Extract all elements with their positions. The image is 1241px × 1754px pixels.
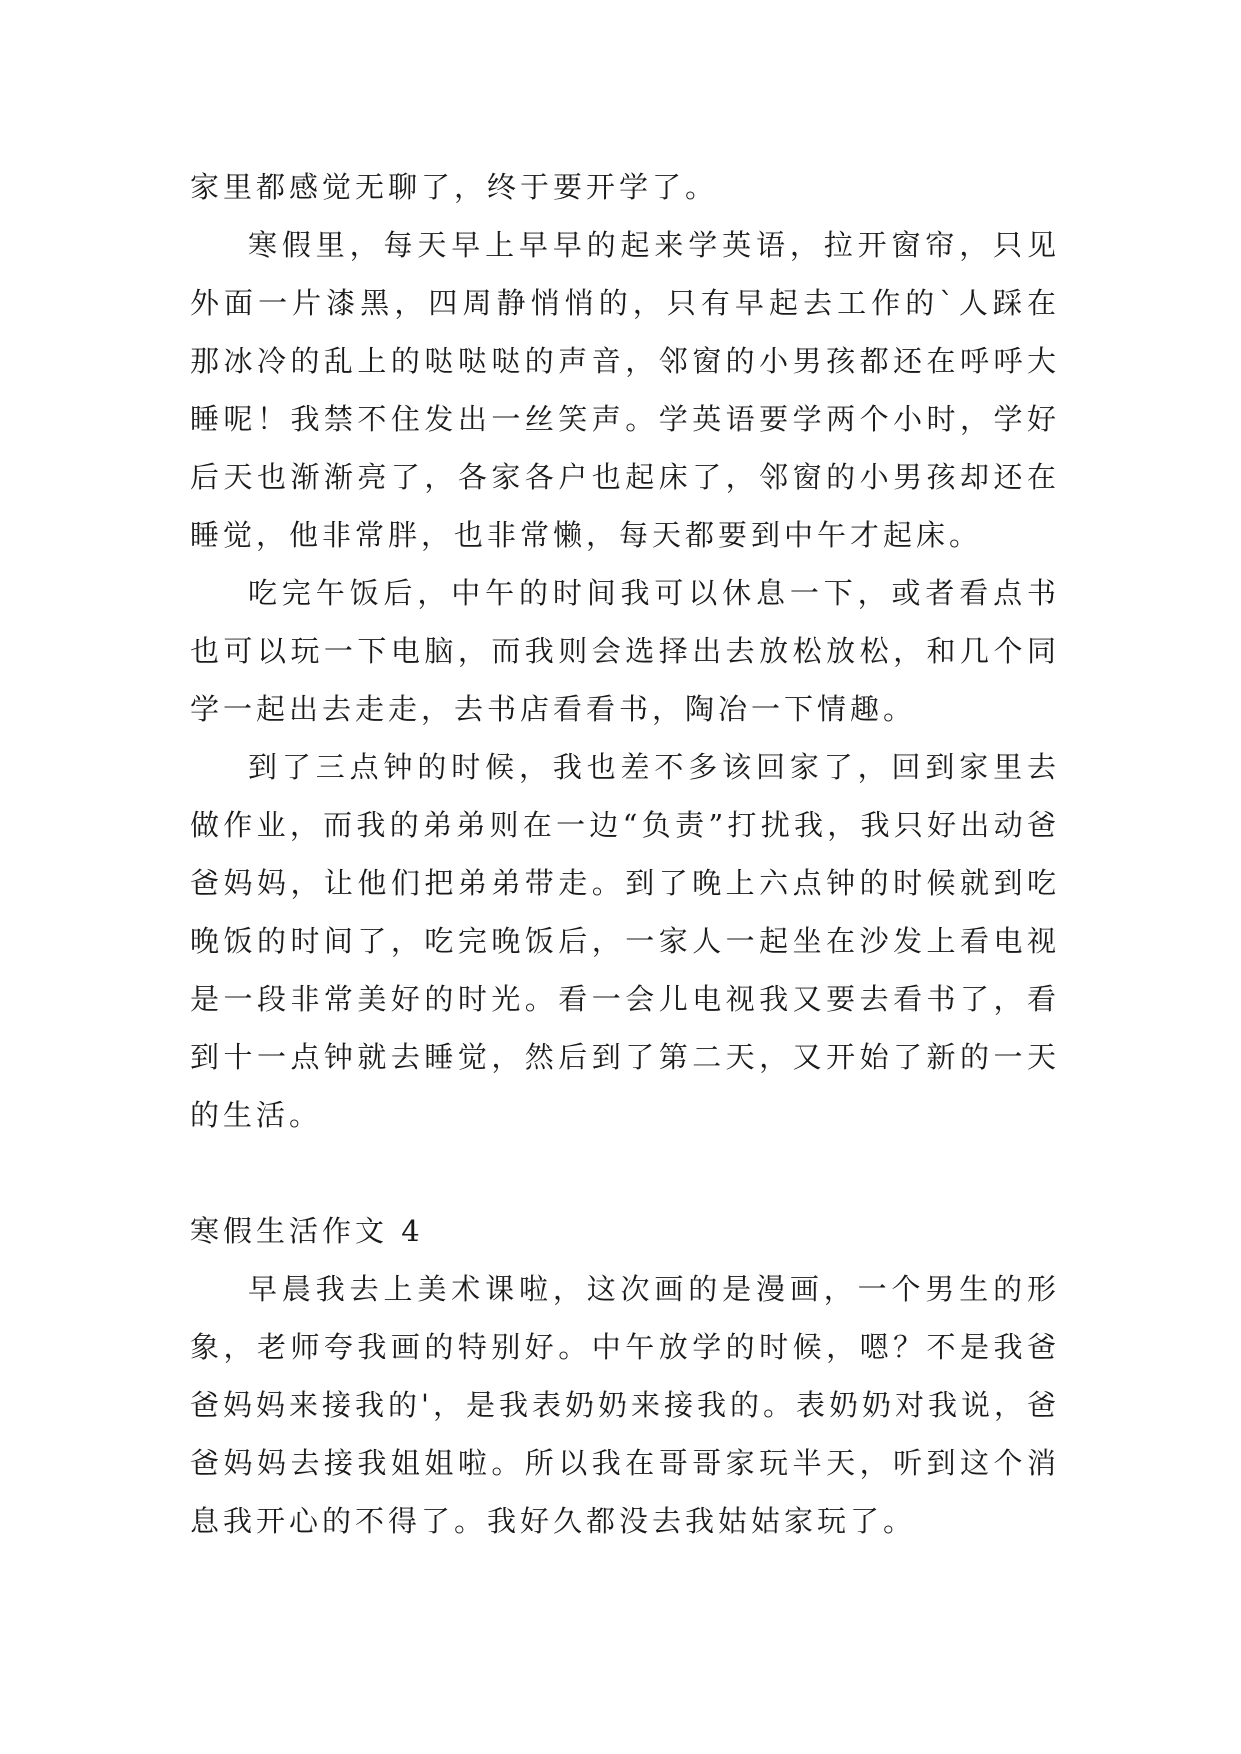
paragraph-evening: 到了三点钟的时候，我也差不多该回家了，回到家里去做作业，而我的弟弟则在一边“负责”打扰我，我只好出动爸爸妈妈，让他们把弟弟带走。到了晚上六点钟的时候就到吃晚饭的时间了，吃完晚饭后，一家人一起坐在沙发上看电视是一段非常美好的时光。看一会儿电视我又要去看书了，看到十一点钟就去睡觉，然后到了第二天，又开始了新的一天的生活。 [190, 750, 1060, 1132]
paragraph-morning: 寒假里，每天早上早早的起来学英语，拉开窗帘，只见外面一片漆黑，四周静悄悄的，只有早起去工作的`人踩在那冰冷的乱上的哒哒哒的声音，邻窗的小男孩都还在呼呼大睡呢！我禁不住发出一丝笑声。学英语要学两个小时，学好后天也渐渐亮了，各家各户也起床了，邻窗的小男孩却还在睡觉，他非常胖，也非常懒，每天都要到中午才起床。 [190, 228, 1060, 552]
paragraph-continuation: 家里都感觉无聊了，终于要开学了。 [190, 170, 719, 204]
document-body [190, 158, 1060, 1550]
section-title: 寒假生活作文 4 [190, 1214, 424, 1248]
paragraph-afternoon: 吃完午饭后，中午的时间我可以休息一下，或者看点书也可以玩一下电脑，而我则会选择出去放松放松，和几个同学一起出去走走，去书店看看书，陶冶一下情趣。 [190, 576, 1060, 726]
paragraph-art-class: 早晨我去上美术课啦，这次画的是漫画，一个男生的形象，老师夸我画的特别好。中午放学的时候，嗯？不是我爸爸妈妈来接我的'，是我表奶奶来接我的。表奶奶对我说，爸爸妈妈去接我姐姐啦。所以我在哥哥家玩半天，听到这个消息我开心的不得了。我好久都没去我姑姑家玩了。 [190, 1272, 1060, 1538]
